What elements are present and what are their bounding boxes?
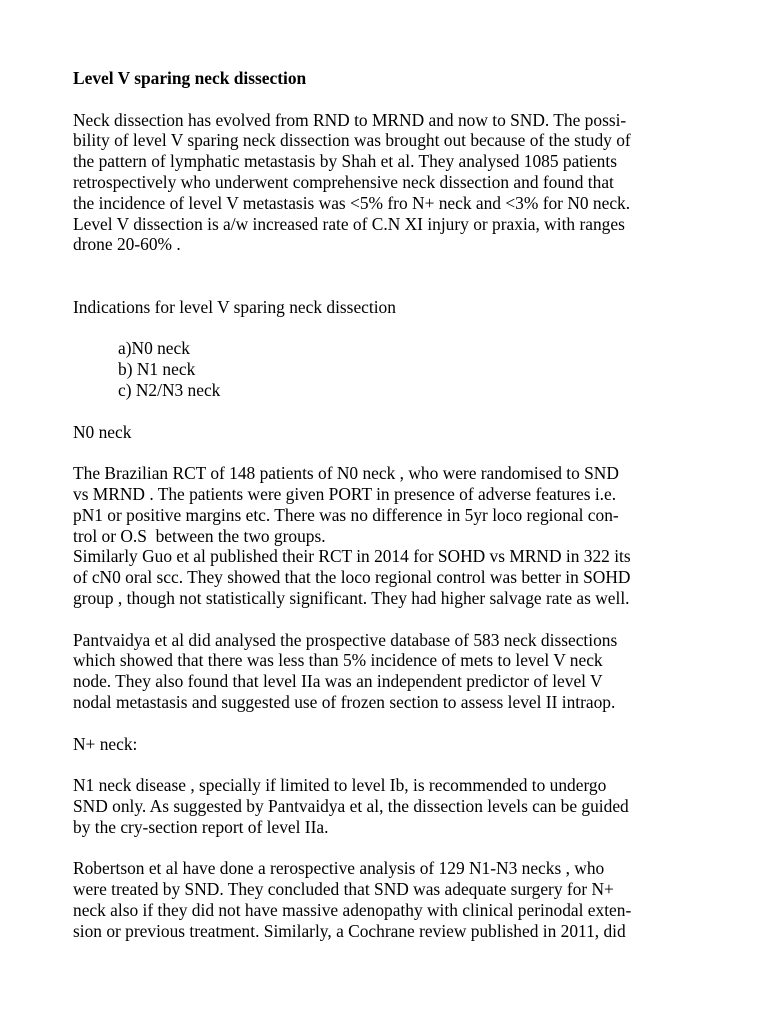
indications-list [73, 338, 698, 400]
paragraph-line: Similarly Guo et al published their RCT in 2014 for SOHD vs MRND in 322 its [73, 546, 631, 567]
paragraph-line: nodal metastasis and suggested use of frozen section to assess level II intraop. [73, 691, 616, 712]
paragraph-line: drone 20-60% . [73, 234, 181, 255]
n-plus-neck-heading: N+ neck: [73, 733, 138, 754]
spacer [73, 89, 698, 110]
paragraph-line: group , though not statistically significant. They had higher salvage rate as well. [73, 587, 630, 608]
paragraph-line: the pattern of lymphatic metastasis by Shah et al. They analysed 1085 patients [73, 151, 617, 172]
paragraph-line: The Brazilian RCT of 148 patients of N0 neck , who were randomised to SND [73, 463, 619, 484]
document-title: Level V sparing neck dissection [73, 68, 307, 88]
paragraph-n1-disease [73, 775, 698, 837]
spacer [73, 609, 698, 630]
paragraph-line: of cN0 oral scc. They showed that the loco regional control was better in SOHD [73, 567, 631, 588]
paragraph-line: by the cry-section report of level IIa. [73, 816, 329, 837]
list-item: c) N2/N3 neck [118, 379, 221, 400]
paragraph-line: vs MRND . The patients were given PORT in presence of adverse features i.e. [73, 483, 617, 504]
spacer [73, 713, 698, 734]
list-item: a)N0 neck [118, 338, 190, 359]
spacer [73, 401, 698, 422]
paragraph-line: retrospectively who underwent comprehensive neck dissection and found that [73, 171, 614, 192]
paragraph-line: neck also if they did not have massive adenopathy with clinical perinodal exten- [73, 899, 632, 920]
paragraph-n0-trials [73, 463, 698, 609]
paragraph-line: sion or previous treatment. Similarly, a Cochrane review published in 2011, did [73, 920, 626, 941]
spacer [73, 318, 698, 339]
list-item: b) N1 neck [118, 359, 196, 380]
paragraph-intro [73, 110, 698, 256]
paragraph-line: Neck dissection has evolved from RND to MRND and now to SND. The possi- [73, 109, 627, 130]
paragraph-line: Robertson et al have done a rerospective analysis of 129 N1-N3 necks , who [73, 858, 605, 879]
indications-heading: Indications for level V sparing neck dissection [73, 296, 396, 317]
paragraph-pantvaidya [73, 630, 698, 713]
paragraph-robertson [73, 858, 698, 941]
paragraph-line: SND only. As suggested by Pantvaidya et al, the dissection levels can be guided [73, 795, 629, 816]
paragraph-line: pN1 or positive margins etc. There was no difference in 5yr loco regional con- [73, 504, 619, 525]
paragraph-line: Pantvaidya et al did analysed the prospective database of 583 neck dissections [73, 629, 618, 650]
spacer [73, 754, 698, 775]
paragraph-line: trol or O.S between the two groups. [73, 525, 326, 546]
n0-neck-heading: N0 neck [73, 421, 132, 442]
spacer [73, 837, 698, 858]
paragraph-line: Level V dissection is a/w increased rate of C.N XI injury or praxia, with ranges [73, 213, 625, 234]
paragraph-line: were treated by SND. They concluded that SND was adequate surgery for N+ [73, 879, 614, 900]
paragraph-line: node. They also found that level IIa was an independent predictor of level V [73, 671, 603, 692]
spacer [73, 442, 698, 463]
paragraph-line: N1 neck disease , specially if limited to level Ib, is recommended to undergo [73, 775, 607, 796]
paragraph-line: which showed that there was less than 5% incidence of mets to level V neck [73, 650, 603, 671]
paragraph-line: bility of level V sparing neck dissection was brought out because of the study of [73, 130, 631, 151]
paragraph-line: the incidence of level V metastasis was <5% fro N+ neck and <3% for N0 neck. [73, 192, 631, 213]
spacer [73, 255, 698, 297]
document-page [73, 68, 698, 941]
